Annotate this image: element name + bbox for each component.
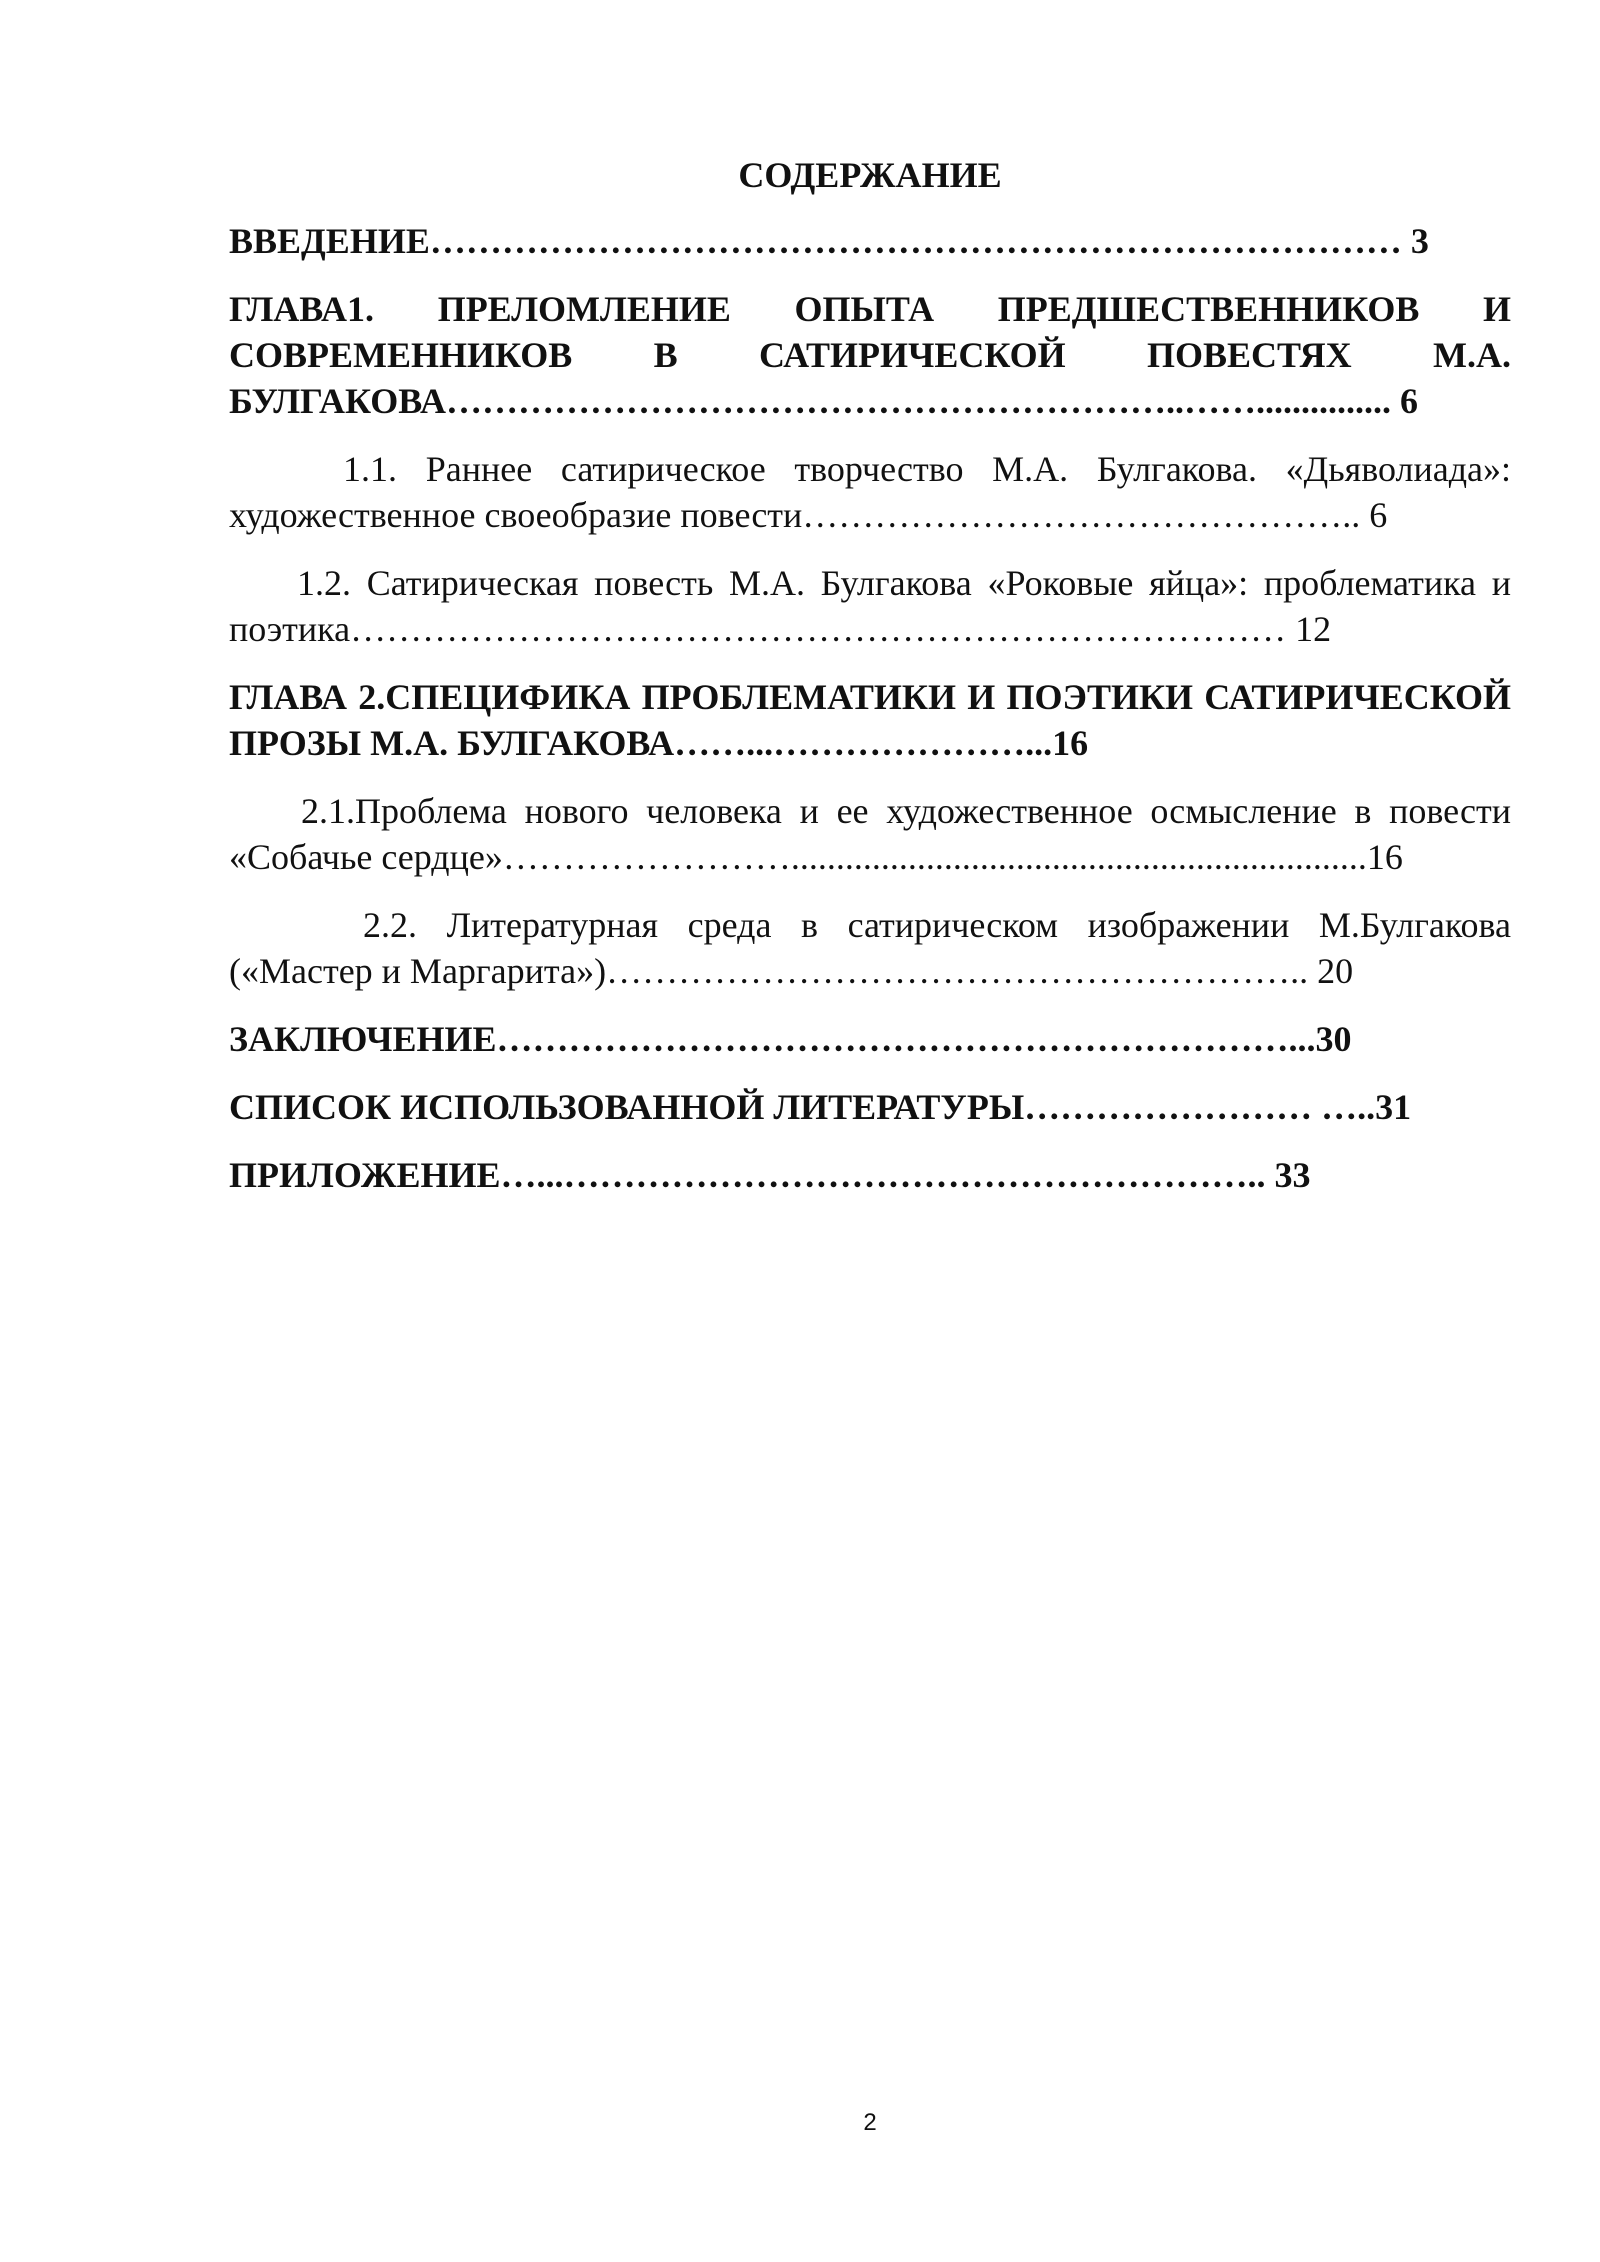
toc-entry-bibliography: СПИСОК ИСПОЛЬЗОВАННОЙ ЛИТЕРАТУРЫ…………………… …..31: [229, 1087, 1412, 1127]
table-of-contents: [229, 218, 1511, 1220]
toc-entry-introduction: ВВЕДЕНИЕ……………………………………………………………………… 3: [229, 221, 1429, 261]
toc-heading-text: СОДЕРЖАНИЕ: [738, 155, 1002, 195]
toc-entry-chapter-2: ГЛАВА 2.СПЕЦИФИКА ПРОБЛЕМАТИКИ И ПОЭТИКИ САТИРИЧЕСКОЙ ПРОЗЫ М.А. БУЛГАКОВА……...…………………...16: [229, 677, 1511, 763]
toc-entry-conclusion: ЗАКЛЮЧЕНИЕ…………………………………………………………...30: [229, 1019, 1352, 1059]
toc-entry-section-2-2: 2.2. Литературная среда в сатирическом изображении М.Булгакова («Мастер и Маргарита»)………………………………………………….. 20: [229, 905, 1511, 991]
toc-entry-section-2-1: 2.1.Проблема нового человека и ее художественное осмысление в повести «Собачье сердце»……………………................................................................16: [229, 791, 1511, 877]
toc-entry-chapter-1: ГЛАВА1. ПРЕЛОМЛЕНИЕ ОПЫТА ПРЕДШЕСТВЕННИКОВ И СОВРЕМЕННИКОВ В САТИРИЧЕСКОЙ ПОВЕСТЯХ М.А. БУЛГАКОВА……………………………………………………..……............... 6: [229, 289, 1511, 421]
page-number: [0, 2108, 1600, 2138]
toc-heading: [0, 152, 1600, 198]
toc-entry-section-1-1: 1.1. Раннее сатирическое творчество М.А. Булгакова. «Дьяволиада»: художественное своеобразие повести……………………………………….. 6: [229, 449, 1511, 535]
toc-entry-section-1-2: 1.2. Сатирическая повесть М.А. Булгакова «Роковые яйца»: проблематика и поэтика…………………………………………………………………… 12: [229, 563, 1511, 649]
page-number-text: 2: [863, 2109, 877, 2136]
toc-entry-appendix: ПРИЛОЖЕНИЕ…...………………………………………………….. 33: [229, 1155, 1311, 1195]
